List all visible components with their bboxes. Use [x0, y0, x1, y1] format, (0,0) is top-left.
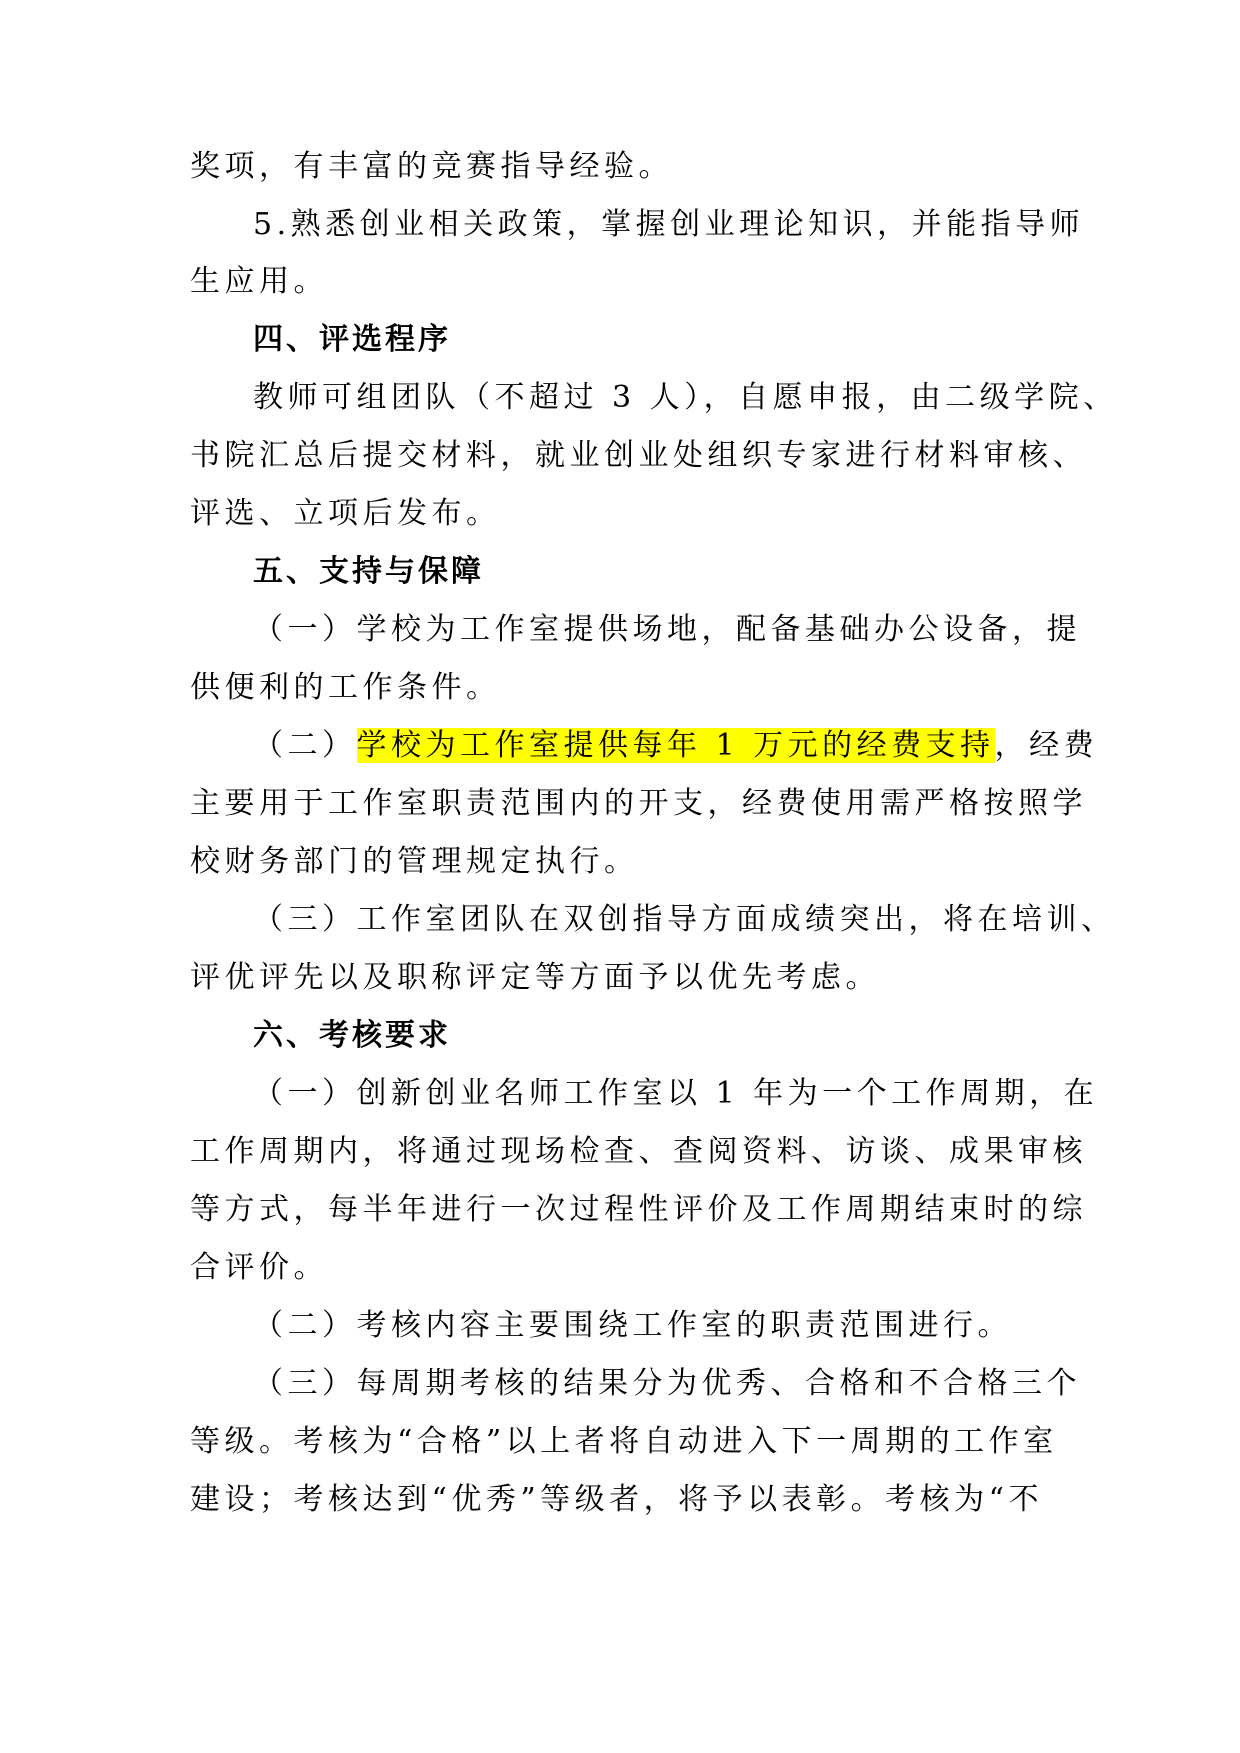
body-line-support-1: （一）学校为工作室提供场地，配备基础办公设备，提 — [253, 612, 1081, 647]
support-2-suffix: ，经费 — [994, 728, 1099, 763]
body-line-assessment-3: （三）每周期考核的结果分为优秀、合格和不合格三个 — [253, 1366, 1081, 1401]
section-heading-support: 五、支持与保障 — [253, 554, 484, 589]
funding-highlight: 学校为工作室提供每年 1 万元的经费支持 — [356, 728, 995, 763]
support-2-prefix: （二） — [253, 728, 357, 763]
body-line-assessment-1-cont-2: 等方式，每半年进行一次过程性评价及工作周期结束时的综 — [190, 1192, 1087, 1227]
body-line-support-1-cont: 供便利的工作条件。 — [190, 670, 501, 705]
body-line-assessment-2: （二）考核内容主要围绕工作室的职责范围进行。 — [253, 1308, 1012, 1343]
body-line-assessment-3-cont-1: 等级。考核为“合格”以上者将自动进入下一周期的工作室 — [190, 1424, 1058, 1459]
body-line-assessment-1: （一）创新创业名师工作室以 1 年为一个工作周期，在 — [253, 1076, 1099, 1111]
body-line-selection-2: 书院汇总后提交材料，就业创业处组织专家进行材料审核、 — [190, 438, 1087, 473]
body-line-selection-1: 教师可组团队（不超过 3 人），自愿申报，由二级学院、 — [253, 380, 1118, 415]
section-heading-assessment: 六、考核要求 — [253, 1018, 451, 1053]
body-line-support-3: （三）工作室团队在双创指导方面成绩突出，将在培训、 — [253, 902, 1116, 937]
body-line-support-2-cont-2: 校财务部门的管理规定执行。 — [190, 844, 639, 879]
body-line-support-2-cont-1: 主要用于工作室职责范围内的开支，经费使用需严格按照学 — [190, 786, 1087, 821]
body-line-assessment-1-cont-1: 工作周期内，将通过现场检查、查阅资料、访谈、成果审核 — [190, 1134, 1087, 1169]
body-line-assessment-1-cont-3: 合评价。 — [190, 1250, 328, 1285]
body-line-selection-3: 评选、立项后发布。 — [190, 496, 501, 531]
body-line-support-3-cont: 评优评先以及职称评定等方面予以优先考虑。 — [190, 960, 880, 995]
body-line-assessment-3-cont-2: 建设；考核达到“优秀”等级者，将予以表彰。考核为“不 — [190, 1482, 1044, 1517]
body-line-support-2 — [253, 726, 1098, 766]
body-line-item-5-cont: 生应用。 — [190, 264, 328, 299]
body-line-item-5: 5.熟悉创业相关政策，掌握创业理论知识，并能指导师 — [253, 207, 1085, 242]
section-heading-selection-procedure: 四、评选程序 — [253, 322, 451, 357]
body-line-award-experience: 奖项，有丰富的竞赛指导经验。 — [190, 149, 673, 184]
